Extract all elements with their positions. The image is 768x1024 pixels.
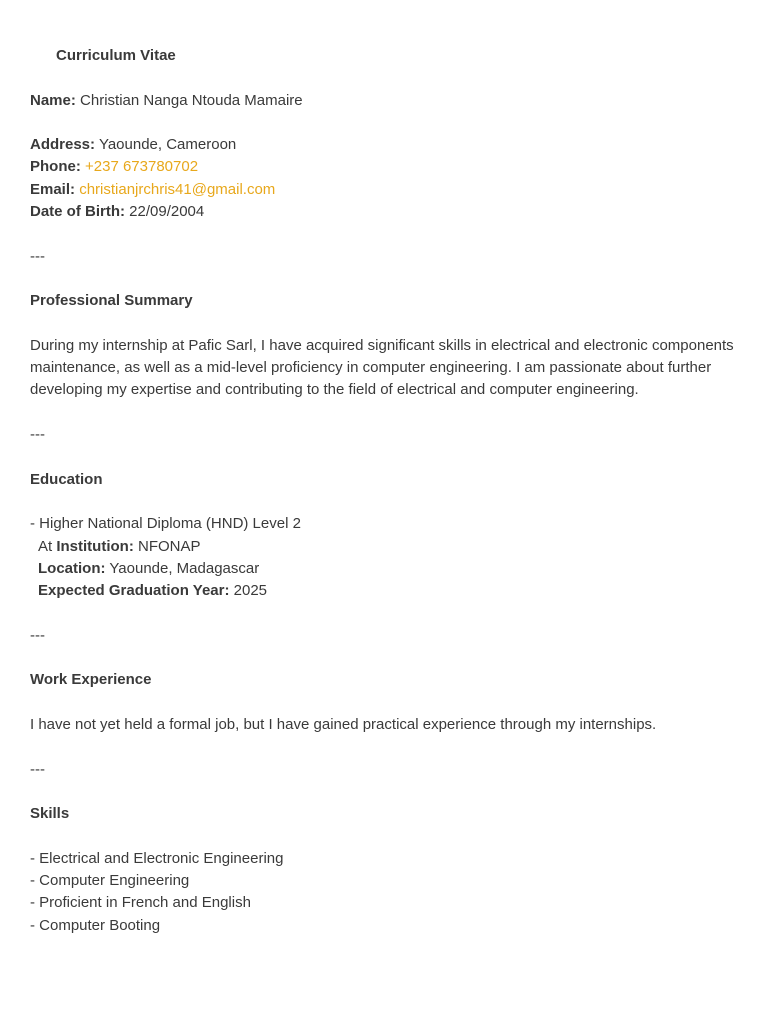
spacer [30,223,738,245]
institution-label: Institution: [56,537,134,555]
spacer [30,112,738,134]
separator: --- [30,426,45,444]
education-heading: Education [30,470,103,488]
address-label: Address: [30,136,96,154]
dob-value: 22/09/2004 [129,203,205,221]
education-institution-row [30,536,738,558]
education-graduation-row [30,580,738,602]
summary-heading: Professional Summary [30,292,193,310]
location-value: Yaounde, Madagascar [109,559,260,577]
skill-item: - Proficient in French and English [30,894,251,912]
institution-prefix: At [38,537,57,555]
graduation-value: 2025 [233,582,268,600]
name-value: Christian Nanga Ntouda Mamaire [80,91,303,109]
address-value: Yaounde, Cameroon [98,136,237,154]
location-label: Location: [38,559,106,577]
spacer [30,825,738,847]
phone-label: Phone: [30,158,81,176]
spacer [30,692,738,714]
spacer [30,268,738,290]
name-label: Name: [30,91,76,109]
separator: --- [30,626,45,644]
skill-item: - Electrical and Electronic Engineering [30,849,284,867]
spacer [30,602,738,624]
phone-link[interactable]: +237 673780702 [85,158,199,176]
education-degree: - Higher National Diploma (HND) Level 2 [30,515,301,533]
work-text: I have not yet held a formal job, but I have gained practical experience through my internships. [30,715,657,733]
email-link[interactable]: christianjrchris41@gmail.com [79,180,276,198]
document-title: Curriculum Vitae [56,47,176,64]
education-location-row [30,558,738,580]
skill-item: - Computer Engineering [30,871,190,889]
skills-heading: Skills [30,805,70,823]
separator: --- [30,247,45,265]
spacer [30,491,738,513]
email-label: Email: [30,180,76,198]
name-row [30,90,738,112]
address-row [30,134,738,156]
separator: --- [30,760,45,778]
skill-item: - Computer Booting [30,916,161,934]
spacer [30,67,738,89]
spacer [30,647,738,669]
spacer [30,446,738,468]
spacer [30,781,738,803]
graduation-label: Expected Graduation Year: [38,582,230,600]
email-row [30,179,738,201]
spacer [30,313,738,335]
spacer [30,402,738,424]
spacer [30,736,738,758]
dob-label: Date of Birth: [30,203,125,221]
dob-row [30,201,738,223]
phone-row [30,156,738,178]
summary-text: During my internship at Pafic Sarl, I have acquired significant skills in electrical and electronic components maintenance, as well as a mid-level proficiency in computer engineering. I am passionate about further developing my expertise and contributing to the field of electrical and computer engineering. [30,336,734,399]
work-heading: Work Experience [30,671,152,689]
institution-value: NFONAP [138,537,201,555]
